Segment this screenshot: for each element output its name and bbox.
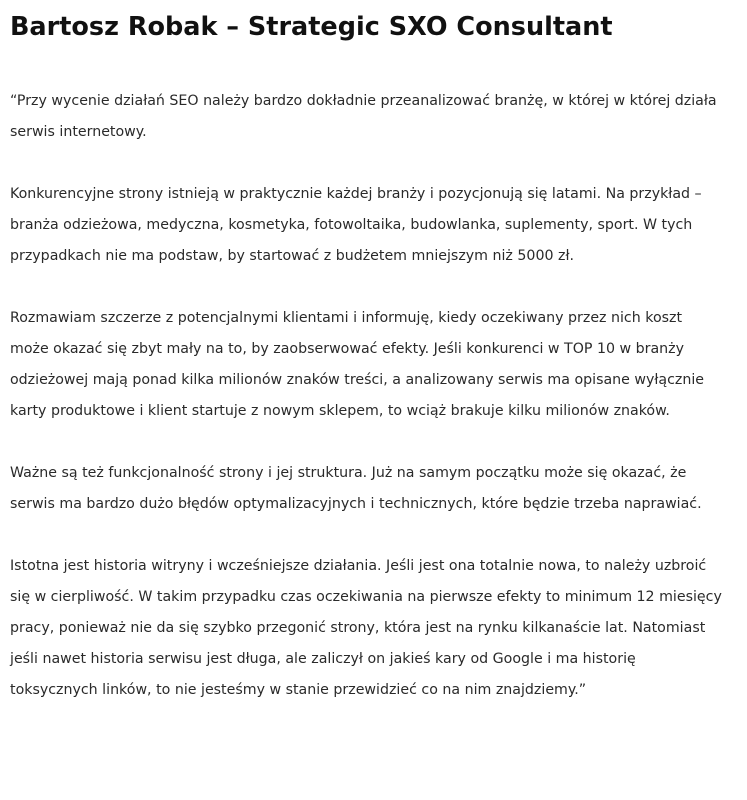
paragraph-competition: Konkurencyjne strony istnieją w praktycznie każdej branży i pozycjonują się latami. Na przykład – branża odzieżowa, medyczna, kosmetyka, fotowoltaika, budowlanka, suplementy, sport. W tych przypadkach nie ma podstaw, by startować z budżetem mniejszym niż 5000 zł. (10, 186, 702, 264)
paragraph-pricing-analysis: “Przy wycenie działań SEO należy bardzo dokładnie przeanalizować branżę, w której w której działa serwis internetowy. (10, 93, 717, 140)
article (10, 8, 740, 706)
paragraph-client-talks: Rozmawiam szczerze z potencjalnymi klientami i informuję, kiedy oczekiwany przez nich koszt może okazać się zbyt mały na to, by zaobserwować efekty. Jeśli konkurenci w TOP 10 w branży odzieżowej mają ponad kilka milionów znaków treści, a analizowany serwis ma opisane wyłącznie karty produktowe i klient startuje z nowym sklepem, to wciąż brakuje kilku milionów znaków. (10, 310, 705, 419)
paragraph-site-structure: Ważne są też funkcjonalność strony i jej struktura. Już na samym początku może się okazać, że serwis ma bardzo dużo błędów optymalizacyjnych i technicznych, które będzie trzeba naprawiać. (10, 465, 702, 512)
paragraph-site-history: Istotna jest historia witryny i wcześniejsze działania. Jeśli jest ona totalnie nowa, to należy uzbroić się w cierpliwość. W takim przypadku czas oczekiwania na pierwsze efekty to minimum 12 miesięcy pracy, ponieważ nie da się szybko przegonić strony, która jest na rynku kilkanaście lat. Natomiast jeśli nawet historia serwisu jest długa, ale zaliczył on jakieś kary od Google i ma historię toksycznych linków, to nie jesteśmy w stanie przewidzieć co na nim znajdziemy.” (10, 558, 722, 698)
article-title: Bartosz Robak – Strategic SXO Consultant (10, 12, 613, 42)
